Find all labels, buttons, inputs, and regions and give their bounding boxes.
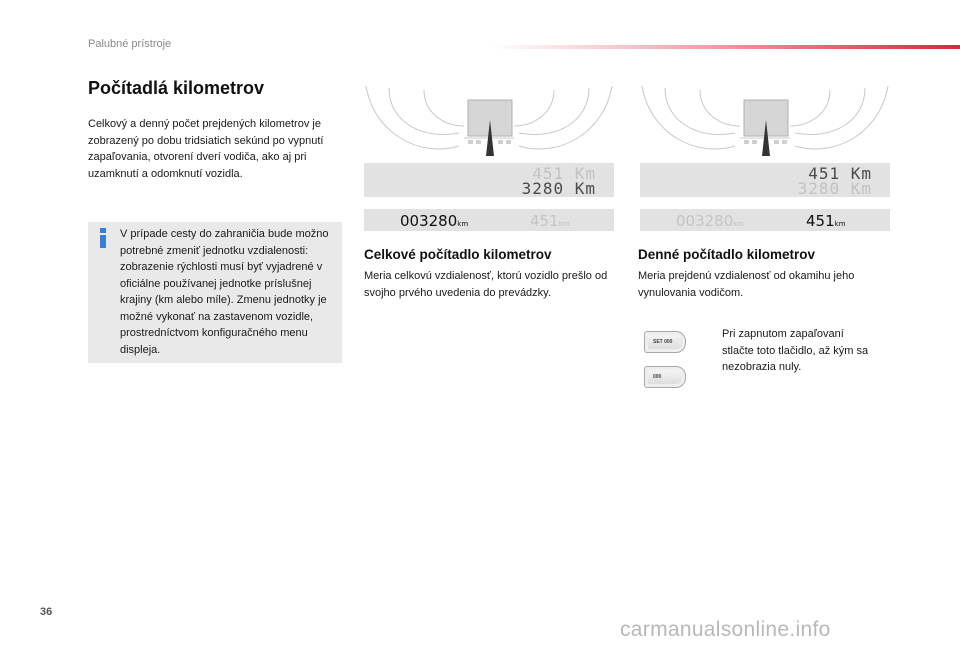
odo-trip-number: 451	[806, 212, 835, 230]
total-odometer-title: Celkové počítadlo kilometrov	[364, 247, 552, 262]
odo-trip-value	[806, 212, 846, 230]
instrument-cluster-total-figure	[364, 78, 614, 232]
odo-trip-number: 451	[530, 212, 559, 230]
trip-odometer-text: Meria prejdenú vzdialenosť od okamihu jeho vynulovania vodičom.	[638, 270, 855, 299]
odo-trip-value	[530, 212, 570, 230]
cluster-outline-drawing	[364, 78, 614, 158]
lcd-trip-readout: 451 Km	[808, 164, 872, 183]
odo-total-value	[400, 212, 468, 230]
odo-total-number: 003280	[400, 212, 458, 230]
header-accent-line	[490, 45, 960, 49]
odo-trip-unit: km	[558, 220, 570, 228]
section-header: Palubné prístroje	[88, 38, 172, 50]
lcd-total-readout: 3280 Km	[521, 179, 596, 198]
odometer-strip	[640, 209, 890, 231]
page-title: Počítadlá kilometrov	[88, 78, 265, 98]
total-odometer-text: Meria celkovú vzdialenosť, ktorú vozidlo prešlo od svojho prvého uvedenia do prevádzky.	[364, 270, 608, 299]
info-icon	[99, 228, 107, 248]
odo-total-unit: km	[457, 220, 469, 228]
odo-total-value	[676, 212, 744, 230]
trip-odometer-title: Denné počítadlo kilometrov	[638, 247, 816, 262]
trip-reset-button-illustration	[644, 366, 686, 388]
lcd-total-readout: 3280 Km	[797, 179, 872, 198]
instrument-cluster-trip-figure	[640, 78, 890, 232]
odo-total-number: 003280	[676, 212, 734, 230]
intro-paragraph: Celkový a denný počet prejdených kilometrov je zobrazený po dobu tridsiatich sekúnd po vypnutí zapaľovania, otvorení dverí vodiča, ako aj pri uzamknutí a odomknutí vozidla.	[88, 118, 324, 180]
trip-reset-instruction: Pri zapnutom zapaľovaní stlačte toto tlačidlo, až kým sa nezobrazia nuly.	[722, 328, 869, 373]
odo-trip-unit: km	[834, 220, 846, 228]
odometer-strip	[364, 209, 614, 231]
lcd-trip-readout: 451 Km	[532, 164, 596, 183]
odo-total-unit: km	[733, 220, 745, 228]
lcd-display	[640, 163, 890, 197]
trip-reset-button-set-illustration	[644, 331, 686, 353]
page-number: 36	[40, 606, 53, 618]
info-text: V prípade cesty do zahraničia bude možno potrebné zmeniť jednotku vzdialenosti: zobrazenie rýchlosti musí byť vyjadrené v oficiálne používanej jednotke príslušnej krajiny (km alebo míle). Zmenu jednotky je možné vykonať na zastavenom vozidle, prostredníctvom konfiguračného menu displeja.	[120, 228, 329, 356]
lcd-display	[364, 163, 614, 197]
trip-reset-button-set-label: SET 000	[653, 339, 673, 345]
watermark: carmanualsonline.info	[620, 618, 831, 641]
trip-reset-button-label: 000	[653, 374, 662, 380]
cluster-outline-drawing	[640, 78, 890, 158]
